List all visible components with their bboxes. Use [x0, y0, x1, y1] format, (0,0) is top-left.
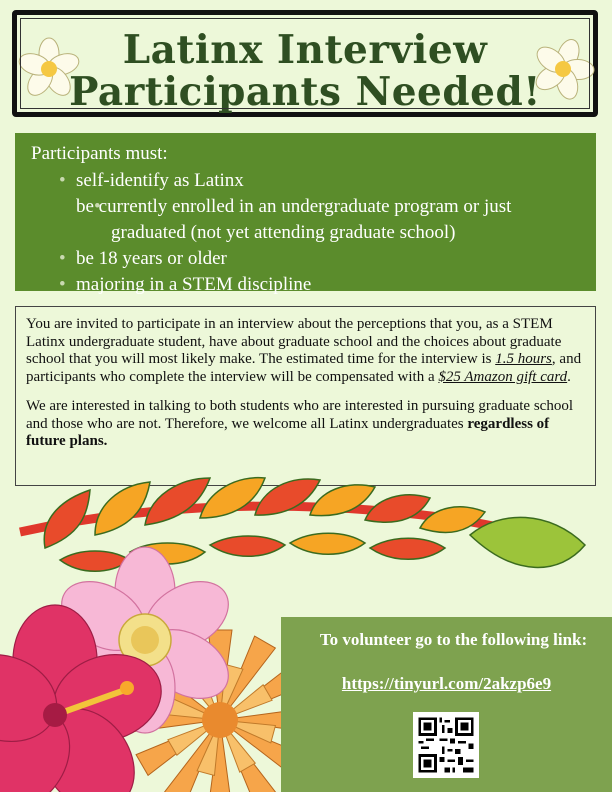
requirement-item: • self-identify as Latinx	[59, 168, 582, 194]
requirement-item: • be 18 years or older	[59, 246, 582, 272]
title-line-2: Participants Needed!	[69, 69, 541, 115]
p1-text: You are invited to participate in an interview about the perceptions that you, as a STEM Latinx undergraduate student, have about graduate school and the choices about graduate school that you will most likely make. The estimated time for the interview is	[26, 316, 562, 367]
volunteer-panel	[281, 617, 612, 792]
p1-mid: , and participants who complete the interview will be compensated with a	[26, 351, 582, 385]
requirements-heading: Participants must:	[31, 143, 168, 164]
volunteer-link[interactable]: https://tinyurl.com/2akzp6e9	[341, 674, 552, 693]
title-line-1: Latinx Interview	[122, 27, 488, 73]
requirement-item: • be currently enrolled in an undergraduate program or just graduated (not yet attending graduate school)	[59, 194, 581, 246]
duration-text: 1.5 hours	[495, 351, 552, 367]
requirement-item: • majoring in a STEM discipline	[59, 272, 582, 298]
qr-code-icon[interactable]	[413, 712, 479, 778]
p2-bold: regardless of future plans.	[26, 415, 550, 449]
gift-card-text: $25 Amazon gift card	[438, 368, 568, 385]
volunteer-text: To volunteer go to the following link:	[319, 630, 588, 649]
p1-end: .	[567, 368, 571, 385]
p2-text: We are interested in talking to both students who are interested in pursuing graduate school and those who are not. Therefore, we welcome all Latinx undergraduates	[26, 398, 573, 432]
